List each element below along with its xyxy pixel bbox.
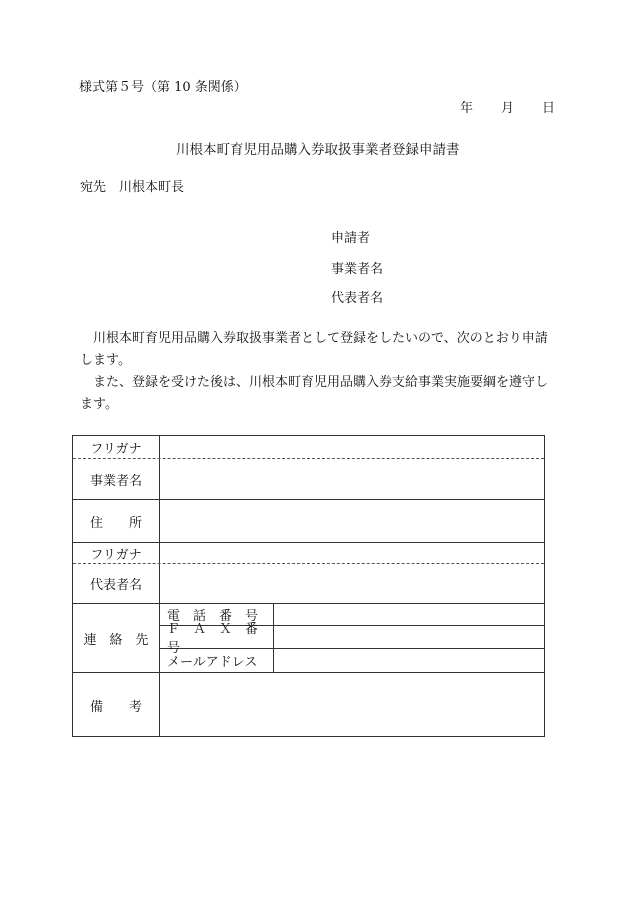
date-month: 月 xyxy=(501,101,515,116)
fax-input[interactable] xyxy=(274,626,544,648)
remarks-input[interactable] xyxy=(160,673,544,737)
furigana-label: フリガナ xyxy=(90,441,142,457)
email-input[interactable] xyxy=(274,649,544,672)
phone-label: 電 話 番 号 xyxy=(167,609,259,624)
applicant-representative-label: 代表者名 xyxy=(331,291,384,306)
remarks-label: 備 考 xyxy=(89,699,142,715)
body-paragraph-1: 川根本町育児用品購入券取扱事業者として登録をしたいので、次のとおり申請します。 xyxy=(80,331,548,368)
furigana-input-2[interactable] xyxy=(160,543,544,563)
registration-form-table xyxy=(72,435,545,737)
date-year: 年 xyxy=(460,101,474,116)
email-label: メールアドレス xyxy=(167,655,258,670)
representative-input[interactable] xyxy=(160,564,544,603)
furigana-label-2: フリガナ xyxy=(90,547,142,563)
fax-label: Ｆ Ａ Ｘ 番 号 xyxy=(167,622,272,656)
date-day: 日 xyxy=(542,101,556,116)
address-input[interactable] xyxy=(160,500,544,542)
document-title: 川根本町育児用品購入券取扱事業者登録申請書 xyxy=(176,142,460,158)
business-name-label: 事業者名 xyxy=(89,473,142,489)
phone-input[interactable] xyxy=(274,604,544,625)
business-name-input[interactable] xyxy=(160,459,544,499)
applicant-business-name-label: 事業者名 xyxy=(331,262,384,277)
addressee: 宛先 川根本町長 xyxy=(80,180,185,195)
contact-label: 連 絡 先 xyxy=(83,632,149,648)
form-number: 様式第５号（第 10 条関係） xyxy=(79,80,247,95)
body-text xyxy=(80,328,550,416)
date-line xyxy=(460,102,555,115)
furigana-input[interactable] xyxy=(160,436,544,458)
body-paragraph-2: また、登録を受けた後は、川根本町育児用品購入券支給事業実施要綱を遵守します。 xyxy=(80,375,549,412)
address-label: 住 所 xyxy=(89,515,142,531)
applicant-label: 申請者 xyxy=(331,231,371,246)
representative-label: 代表者名 xyxy=(89,578,142,593)
